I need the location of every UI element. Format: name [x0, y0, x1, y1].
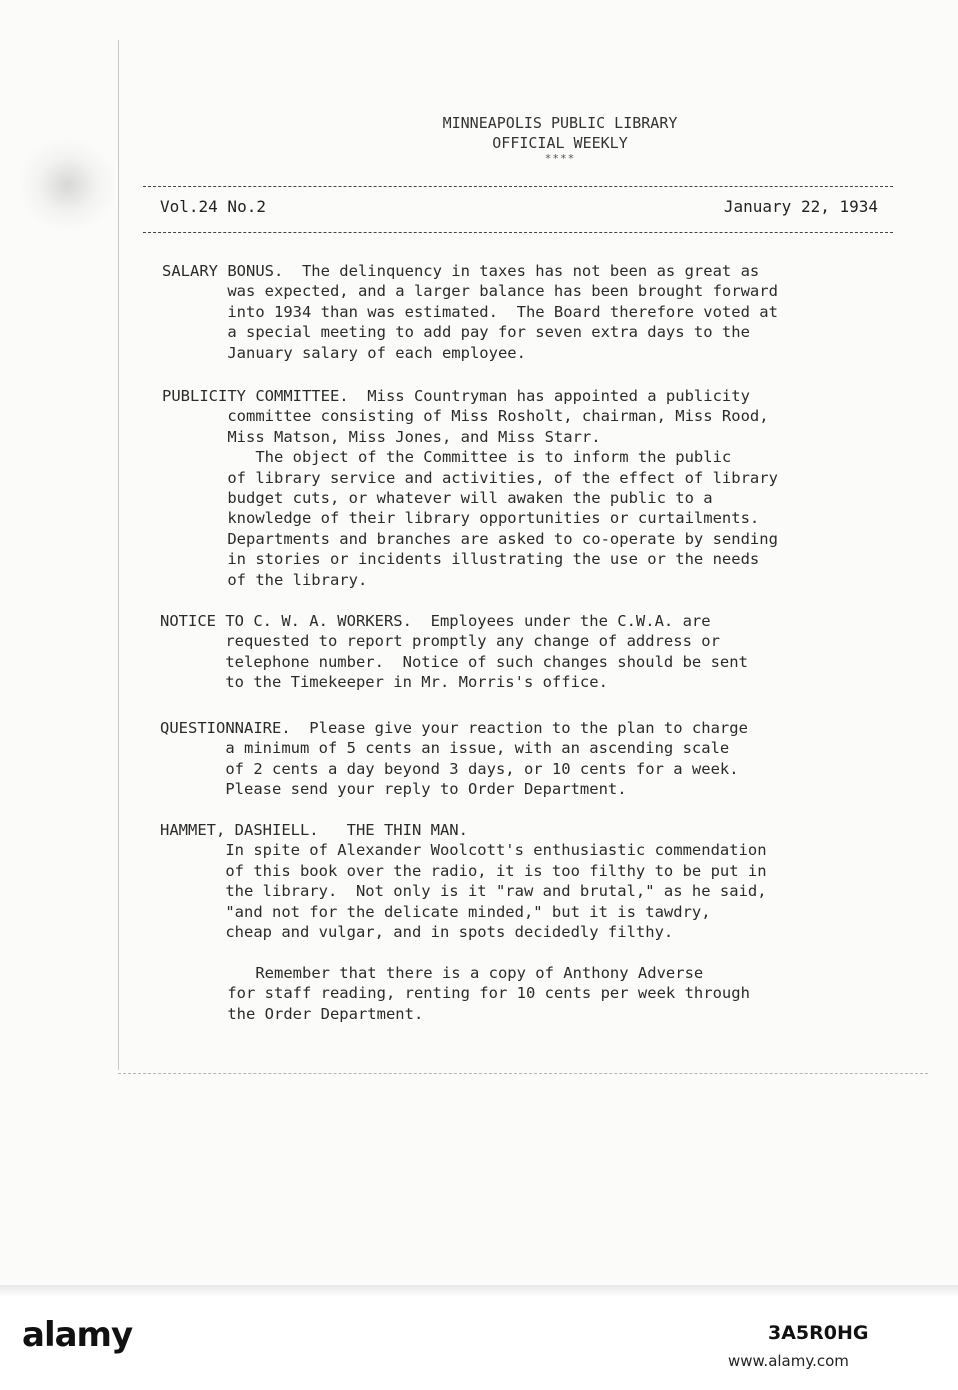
top-rule	[143, 186, 893, 187]
section-questionnaire: QUESTIONNAIRE. Please give your reaction to the plan to charge a minimum of 5 cents an issue, with an ascending scale of 2 cents a day beyond 3 days, or 10 cents for a week. Please send your reply to Order Department.	[160, 719, 748, 799]
masthead	[340, 113, 780, 165]
masthead-stars: ****	[544, 152, 576, 165]
page-bottom-line	[118, 1073, 928, 1074]
section-cwa-notice: NOTICE TO C. W. A. WORKERS. Employees under the C.W.A. are requested to report promptly any change of address or telephone number. Notice of such changes should be sent to the Timekeeper in Mr. Morris's office.	[160, 612, 748, 692]
bottom-rule	[143, 232, 893, 233]
watermark-logo: alamy	[22, 1315, 133, 1355]
issue-row	[160, 197, 878, 216]
masthead-org: MINNEAPOLIS PUBLIC LIBRARY	[442, 114, 678, 132]
section-hammet: HAMMET, DASHIELL. THE THIN MAN. In spite of Alexander Woolcott's enthusiastic commendation of this book over the radio, it is too filthy to be put in the library. Not only is it "raw and brutal," as he said, "and not for the delicate minded," but it is tawdry, cheap and vulgar, and in spots decidedly filthy.	[160, 821, 767, 942]
issue-volume: Vol.24 No.2	[160, 197, 266, 216]
watermark-band	[0, 1285, 958, 1297]
scan-smudge	[20, 140, 115, 230]
section-publicity-committee: PUBLICITY COMMITTEE. Miss Countryman has appointed a publicity committee consisting of Miss Rosholt, chairman, Miss Rood, Miss Matson, Miss Jones, and Miss Starr. The object of the Committee is to inform the public of library service and activities, of the effect of library budget cuts, or whatever will awaken the public to a knowledge of their library opportunities or curtailments. Departments and branches are asked to co-operate by sending in stories or incidents illustrating the use or the needs of the library.	[162, 387, 778, 589]
watermark-url: www.alamy.com	[728, 1352, 849, 1370]
left-margin-line	[118, 40, 119, 1070]
watermark-image-id: 3A5R0HG	[768, 1322, 869, 1344]
section-salary-bonus: SALARY BONUS. The delinquency in taxes has not been as great as was expected, and a larger balance has been brought forward into 1934 than was estimated. The Board therefore voted at a special meeting to add pay for seven extra days to the January salary of each employee.	[162, 262, 778, 362]
masthead-title: OFFICIAL WEEKLY	[492, 134, 628, 152]
section-anthony-adverse: Remember that there is a copy of Anthony Adverse for staff reading, renting for 10 cents per week through the Order Department.	[227, 964, 750, 1023]
issue-date: January 22, 1934	[723, 197, 878, 216]
